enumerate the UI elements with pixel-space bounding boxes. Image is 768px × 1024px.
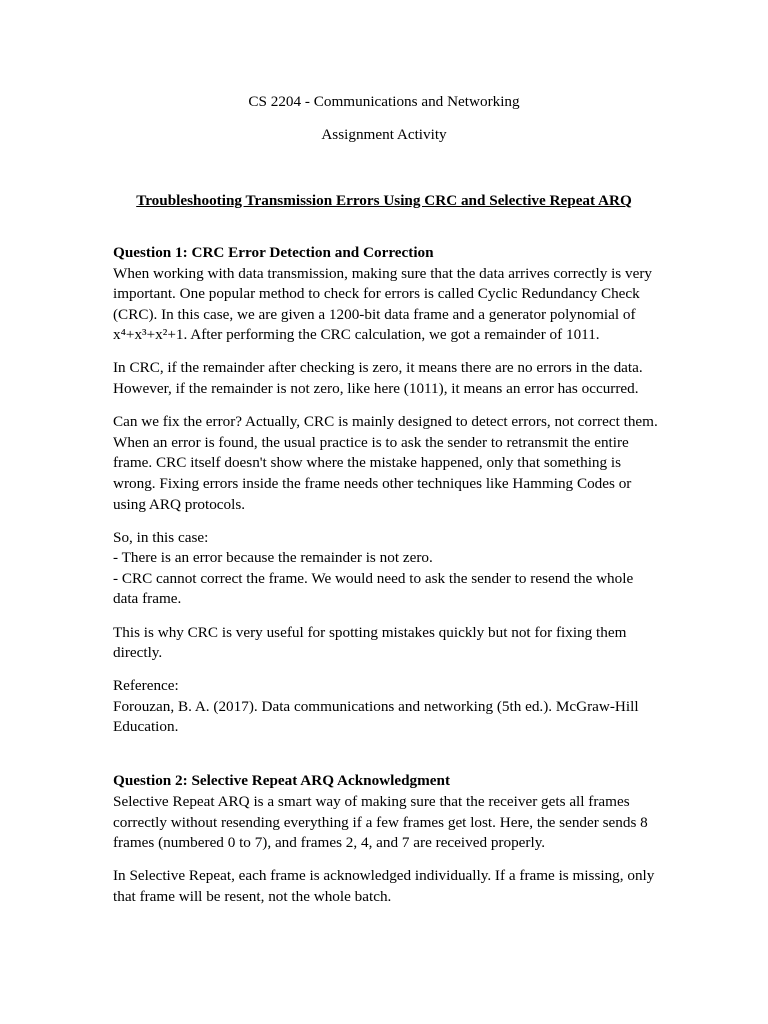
- summary-item: - CRC cannot correct the frame. We would need to ask the sender to resend the whole data frame.: [113, 569, 634, 608]
- section-spacer: [113, 750, 661, 771]
- question-1-reference: [113, 676, 661, 738]
- course-title: CS 2204 - Communications and Networking: [248, 93, 520, 110]
- question-2-heading: Question 2: Selective Repeat ARQ Acknowledgment: [113, 772, 451, 790]
- reference-citation: Forouzan, B. A. (2017). Data communications and networking (5th ed.). McGraw-Hill Education.: [113, 697, 639, 736]
- document-body: [113, 243, 661, 920]
- question-1-paragraph-2: In CRC, if the remainder after checking is zero, it means there are no errors in the data. However, if the remainder is not zero, like here (1011), it means an error has occurred.: [113, 359, 643, 398]
- question-1-paragraph-3: Can we fix the error? Actually, CRC is mainly designed to detect errors, not correct them. When an error is found, the usual practice is to ask the sender to retransmit the entire frame. CRC itself doesn't show where the mistake happened, only that something is wrong. Fixing errors inside the frame needs other techniques like Hamming Codes or using ARQ protocols.: [113, 413, 658, 513]
- question-1-paragraph-5: This is why CRC is very useful for spotting mistakes quickly but not for fixing them directly.: [113, 623, 627, 662]
- question-2-paragraph-2: In Selective Repeat, each frame is acknowledged individually. If a frame is missing, only that frame will be resent, not the whole batch.: [113, 867, 655, 905]
- question-1-heading: Question 1: CRC Error Detection and Correction: [113, 244, 434, 261]
- question-1-paragraph-1: When working with data transmission, making sure that the data arrives correctly is very important. One popular method to check for errors is called Cyclic Redundancy Check (CRC). In this case, we are given a 1200-bit data frame and a generator polynomial of x⁴+x³+x²+1. After performing the CRC calculation, we got a remainder of 1011.: [113, 264, 653, 344]
- question-2-section: [113, 771, 661, 907]
- question-1-section: [113, 243, 661, 738]
- assignment-label: Assignment Activity: [321, 126, 447, 143]
- question-2-paragraph-1: Selective Repeat ARQ is a smart way of making sure that the receiver gets all frames correctly without resending everything if a few frames get lost. Here, the sender sends 8 frames (numbered 0 to 7), and frames 2, 4, and 7 are received properly.: [113, 793, 648, 852]
- summary-intro: So, in this case:: [113, 528, 209, 546]
- summary-item: - There is an error because the remainder is not zero.: [113, 549, 433, 567]
- reference-label: Reference:: [113, 677, 179, 695]
- document-title: Troubleshooting Transmission Errors Using CRC and Selective Repeat ARQ: [136, 192, 632, 209]
- question-1-summary: [113, 528, 661, 610]
